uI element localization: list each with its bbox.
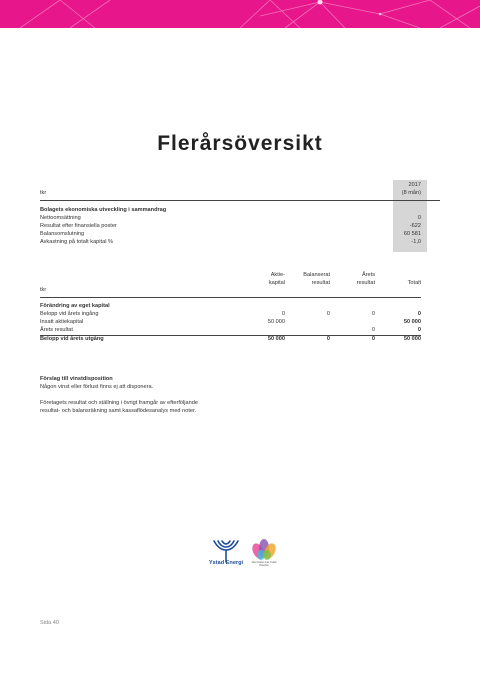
equity-total-row-label: Belopp vid årets utgång: [40, 336, 104, 342]
overview-unit-label: tkr: [40, 190, 47, 196]
equity-section-title: Förändring av eget kapital: [40, 303, 110, 309]
equity-row-label: Insatt aktiekapital: [40, 319, 84, 325]
col-header-year-result-line2: resultat: [356, 280, 375, 286]
page-title: Flerårsöversikt: [157, 132, 323, 155]
overview-row-label: Avkastning på totalt kapital %: [40, 239, 113, 245]
overview-row-label: Balansomslutning: [40, 231, 85, 237]
flower-icon: [248, 538, 280, 562]
equity-row-label: Belopp vid årets ingång: [40, 311, 99, 317]
equity-divider: [40, 297, 421, 298]
overview-section-title: Bolagets ekonomiska utveckling i sammandrag: [40, 207, 167, 213]
disposition-text: Någon vinst eller förlust finns ej att disponera.: [40, 384, 154, 390]
col-header-share-capital-line2: kapital: [268, 280, 285, 286]
top-banner: [0, 0, 480, 28]
equity-cell-total: 50 000: [403, 319, 421, 325]
equity-row-label: Årets resultat: [40, 327, 73, 333]
equity-cell: 50 000: [267, 319, 285, 325]
disposition-text: resultat- och balansräkning samt kassaflödesanalys med noter.: [40, 408, 197, 414]
overview-row-value: 0: [417, 215, 421, 221]
det-goda-livet-logo-text: Det Goda Livet Ystad Österlen: [251, 561, 277, 567]
equity-cell: 0: [371, 311, 375, 317]
disposition-title: Förslag till vinstdisposition: [40, 376, 113, 382]
overview-row-value: -622: [409, 223, 421, 229]
col-header-retained-line2: resultat: [311, 280, 330, 286]
equity-total-cell: 0: [371, 336, 375, 342]
equity-cell: 0: [326, 311, 330, 317]
overview-row-label: Nettoomsättning: [40, 215, 81, 221]
col-header-share-capital-line1: Aktie-: [270, 272, 285, 278]
equity-unit-label: tkr: [40, 287, 47, 293]
page-number: Sida 40: [40, 620, 59, 626]
equity-total-cell: 0: [326, 336, 330, 342]
equity-total-cell: 50 000: [267, 336, 285, 342]
period-label: (8 mån): [401, 190, 421, 196]
overview-row-value: 60 581: [403, 231, 421, 237]
det-goda-livet-logo: [248, 538, 280, 567]
ystad-energi-logo-text: Ystad Energi: [208, 560, 244, 566]
disposition-text: Företagets resultat och ställning i övrigt framgår av efterföljande: [40, 400, 198, 406]
banner-network-graphic: [0, 0, 480, 28]
equity-cell: 0: [371, 327, 375, 333]
col-header-year-result-line1: Årets: [361, 272, 375, 278]
equity-cell: 0: [281, 311, 285, 317]
equity-total-cell: 50 000: [403, 336, 421, 342]
equity-cell-total: 0: [417, 311, 421, 317]
overview-divider: [40, 200, 440, 201]
overview-row-label: Resultat efter finansiella poster: [40, 223, 117, 229]
equity-cell-total: 0: [417, 327, 421, 333]
overview-row-value: -1,0: [411, 239, 421, 245]
ystad-energi-logo: [208, 538, 244, 569]
year-label: 2017: [408, 182, 421, 188]
col-header-retained-line1: Balanserat: [303, 272, 330, 278]
col-header-total: Totalt: [407, 280, 421, 286]
